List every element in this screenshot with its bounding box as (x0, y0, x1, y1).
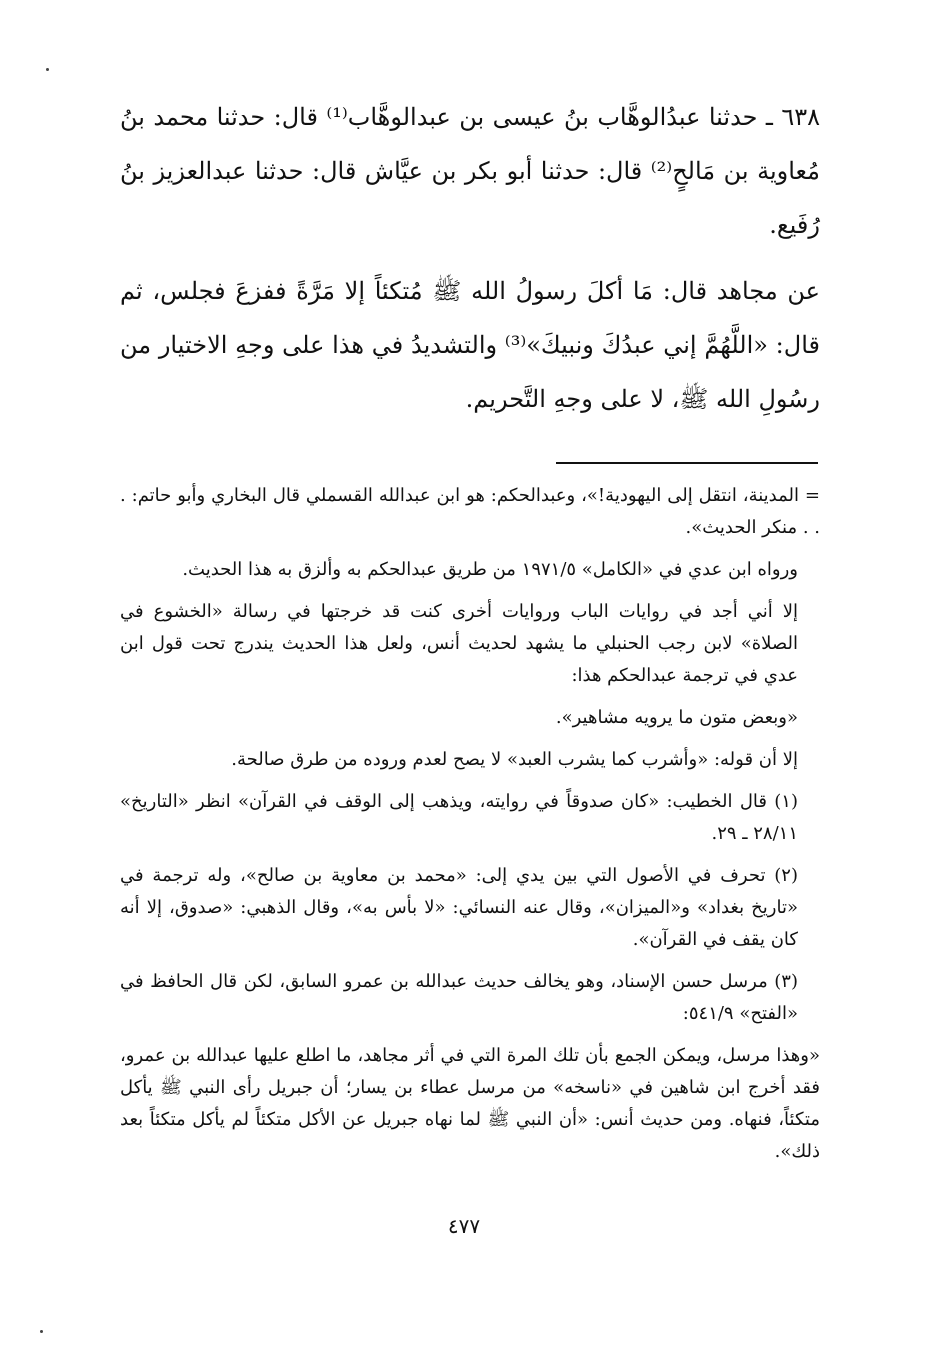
footnote-paragraph: إلا أن قوله: «وأشرب كما يشرب العبد» لا يصح لعدم وروده من طرق صالحة. (231, 749, 798, 770)
footnote-separator (556, 462, 818, 464)
hadith-isnad: ٦٣٨ ـ حدثنا عبدُالوهَّاب بنُ عيسى بن عبدالوهَّاب⁽¹⁾ قال: حدثنا محمد بنُ مُعاوية بن مَالحٍ⁽²⁾ قال: حدثنا أبو بكر بن عيَّاش قال: حدثنا عبدالعزيز بنُ رُفَيع. (120, 103, 821, 239)
footnote-paragraph: إلا أني أجد في روايات الباب وروايات أخرى كنت قد خرجتها في رسالة «الخشوع في الصلاة» لابن رجب الحنبلي ما يشهد لحديث أنس، ولعل هذا الحديث يندرج تحت قول ابن عدي في ترجمة عبدالحكم هذا: (120, 601, 798, 686)
footnotes (120, 480, 820, 1178)
page-number: ٤٧٧ (447, 1214, 481, 1238)
footnote-continuation: = المدينة، انتقل إلى اليهودية!»، وعبدالحكم: هو ابن عبدالله القسملي قال البخاري وأبو حاتم: . . . منكر الحديث». (120, 485, 820, 538)
footnote-paragraph: ورواه ابن عدي في «الكامل» ١٩٧١/٥ من طريق عبدالحكم به وألزق به هذا الحديث. (182, 559, 798, 580)
hadith-matn: عن مجاهد قال: مَا أكلَ رسولُ الله ﷺ مُتكئاً إلا مَرَّةً ففزعَ فجلس، ثم قال: «اللَّهُمَّ إني عبدُكَ ونبيكَ»⁽³⁾ والتشديدُ في هذا على وجهِ الاختيار من رسُولِ الله ﷺ، لا على وجهِ التَّحريم. (120, 277, 820, 413)
footnote-3: (٣) مرسل حسن الإسناد، وهو يخالف حديث عبدالله بن عمرو السابق، لكن قال الحافظ في «الفتح» ٥٤١/٩: (120, 971, 798, 1024)
footnote-1: (١) قال الخطيب: «كان صدوقاً في روايته، ويذهب إلى الوقف في القرآن» انظر «التاريخ» ٢٨/١١ ـ ٢٩. (120, 791, 798, 844)
main-text (120, 90, 820, 426)
scan-speck (40, 1330, 43, 1333)
footnote-2: (٢) تحرف في الأصول التي بين يدي إلى: «محمد بن معاوية بن صالح»، وله ترجمة في «تاريخ بغداد» و«الميزان»، وقال عنه النسائي: «لا بأس به»، وقال الذهبي: «صدوق، إلا أنه كان يقف في القرآن». (120, 865, 798, 950)
footnote-3-quote: «وهذا مرسل، ويمكن الجمع بأن تلك المرة التي في أثر مجاهد، ما اطلع عليها عبدالله بن عمرو، فقد أخرج ابن شاهين في «ناسخه» من مرسل عطاء بن يسار؛ أن جبريل رأى النبي ﷺ يأكل متكئاً، فنهاه. ومن حديث أنس: «أن النبي ﷺ لما نهاه جبريل عن الأكل متكئاً لم يأكل متكئاً بعد ذلك». (120, 1045, 820, 1162)
footnote-quote: «وبعض متون ما يرويه مشاهير». (555, 707, 798, 728)
scan-speck (46, 68, 49, 71)
